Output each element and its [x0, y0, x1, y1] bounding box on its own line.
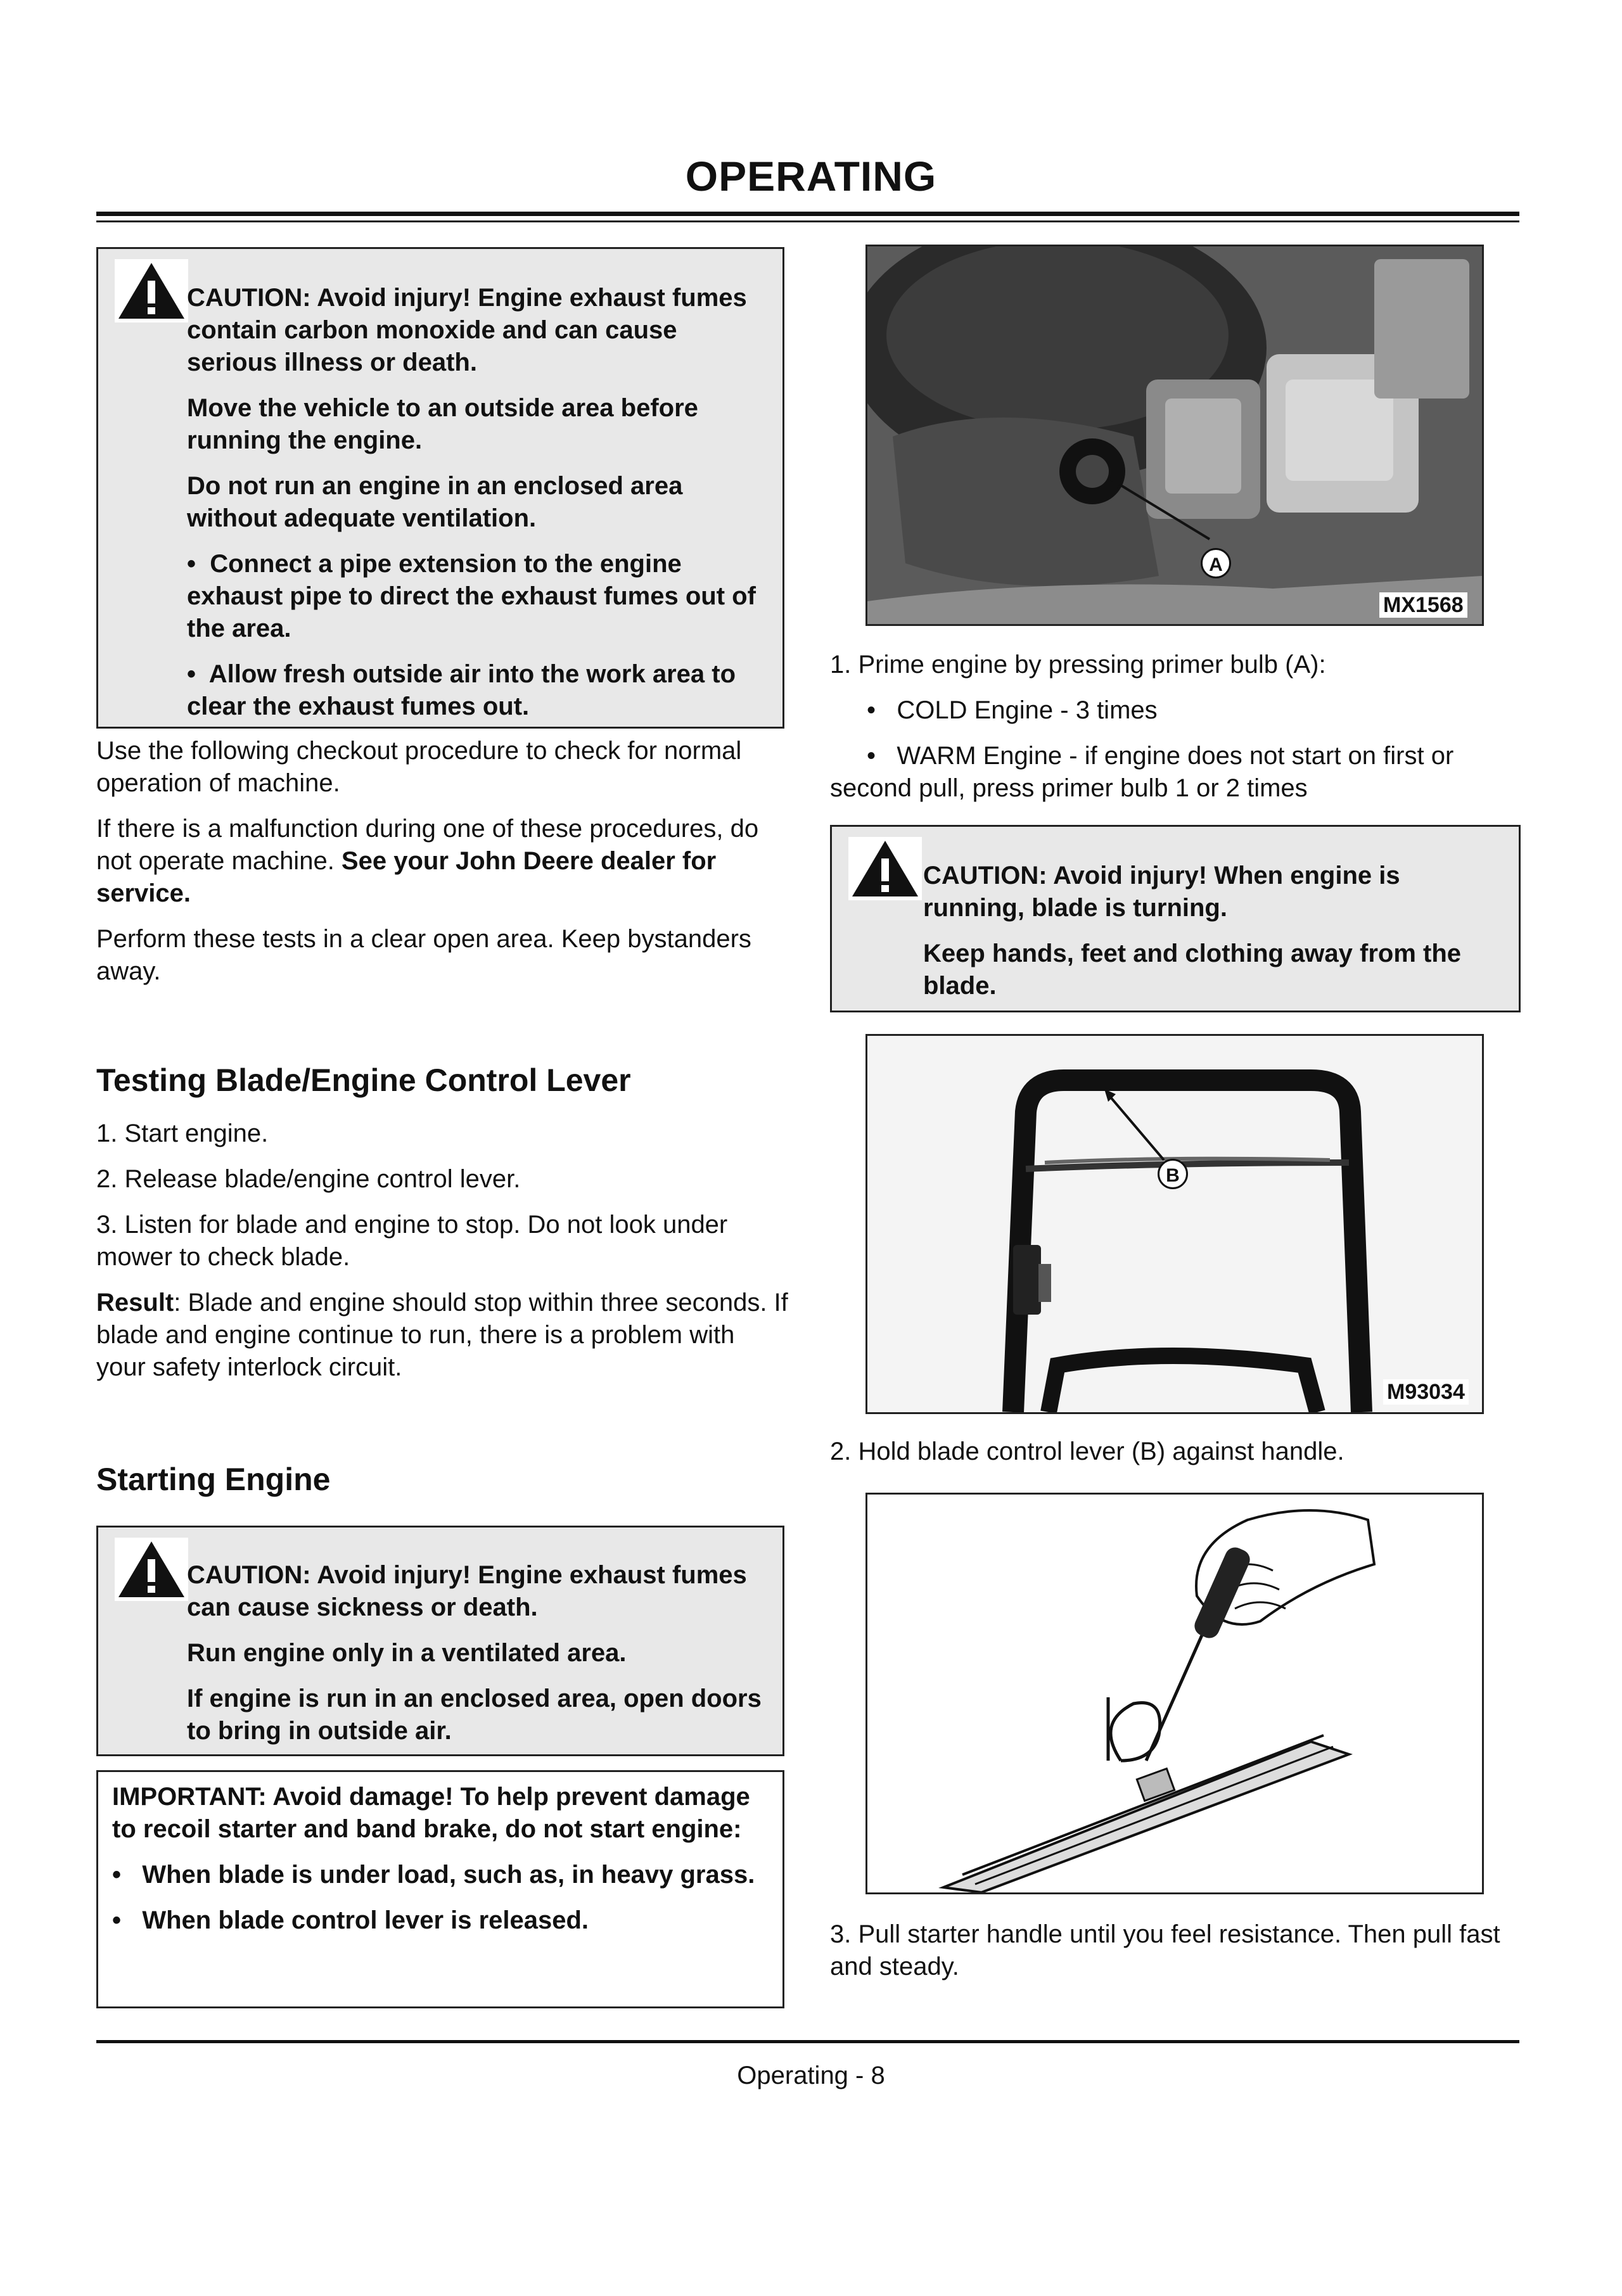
primer-steps	[830, 649, 1521, 818]
step-item: 3. Pull starter handle until you feel resistance. Then pull fast and steady.	[830, 1920, 1500, 1980]
step-item: 2. Hold blade control lever (B) against handle.	[830, 1438, 1344, 1465]
header-rule-thin	[96, 220, 1519, 222]
step-item: 1. Start engine.	[96, 1119, 269, 1147]
result-paragraph: Result: Blade and engine should stop within three seconds. If blade and engine continue to run, there is a problem with your safety interlock circuit.	[96, 1289, 788, 1381]
figure-starter-handle	[865, 1493, 1484, 1894]
step-item: 2. Release blade/engine control lever.	[96, 1165, 521, 1193]
caution-lead: CAUTION: Avoid injury! Engine exhaust fumes contain carbon monoxide and can cause serious illness or death.	[187, 284, 747, 376]
step-item: 3. Listen for blade and engine to stop. Do not look under mower to check blade.	[96, 1211, 728, 1271]
callout-b: B	[1158, 1159, 1188, 1189]
step-item: 1. Prime engine by pressing primer bulb (A):	[830, 651, 1326, 679]
bullet-glyph: •	[867, 696, 876, 724]
bullet-glyph: •	[112, 1861, 122, 1889]
footer-rule	[96, 2040, 1519, 2043]
intro-paragraph: If there is a malfunction during one of these procedures, do not operate machine. See your John Deere dealer for service.	[96, 815, 759, 907]
starter-handle-illustration	[867, 1495, 1482, 1892]
caution-bullet: • Connect a pipe extension to the engine exhaust pipe to direct the exhaust fumes out of the area.	[187, 550, 756, 642]
caution-box-ventilation	[96, 1526, 784, 1756]
intro-text	[96, 735, 791, 1001]
handle-illustration	[867, 1036, 1482, 1412]
figure-code: MX1568	[1379, 592, 1467, 618]
caution-bullet: • Allow fresh outside air into the work area to clear the exhaust fumes out.	[187, 660, 736, 720]
caution-text: Do not run an engine in an enclosed area without adequate ventilation.	[187, 472, 683, 532]
starter-step	[830, 1918, 1521, 1996]
warning-triangle-icon	[115, 259, 188, 322]
caution-box-exhaust	[96, 247, 784, 729]
step-bullet: • WARM Engine - if engine does not start on first or second pull, press primer bulb 1 or 2 times	[830, 742, 1454, 802]
warning-triangle-icon	[848, 837, 922, 900]
caution-text: Move the vehicle to an outside area before running the engine.	[187, 394, 698, 454]
bullet-glyph: •	[112, 1906, 122, 1934]
bullet-glyph: •	[187, 660, 196, 688]
caution-text: If engine is run in an enclosed area, open doors to bring in outside air.	[187, 1685, 762, 1745]
dealer-note: See your John Deere dealer for service.	[96, 847, 717, 907]
caution-lead: CAUTION: Avoid injury! When engine is running, blade is turning.	[923, 862, 1400, 922]
callout-a: A	[1201, 548, 1231, 578]
bullet-glyph: •	[867, 742, 876, 770]
caution-lead: CAUTION: Avoid injury! Engine exhaust fumes can cause sickness or death.	[187, 1561, 747, 1621]
section-heading-testing: Testing Blade/Engine Control Lever	[96, 1062, 631, 1098]
testing-steps	[96, 1118, 791, 1397]
page-number: Operating - 8	[737, 2062, 885, 2089]
important-bullet: • When blade control lever is released.	[112, 1906, 589, 1934]
step-bullet: • COLD Engine - 3 times	[867, 696, 1158, 724]
page-title: OPERATING	[685, 153, 937, 200]
important-lead: IMPORTANT: Avoid damage! To help prevent damage to recoil starter and band brake, do not start engine:	[112, 1783, 750, 1843]
figure-engine-primer	[865, 245, 1484, 626]
caution-text: Run engine only in a ventilated area.	[187, 1639, 627, 1667]
header-rule	[96, 212, 1519, 216]
engine-photo-illustration	[867, 246, 1482, 624]
section-heading-starting: Starting Engine	[96, 1462, 331, 1497]
intro-paragraph: Use the following checkout procedure to check for normal operation of machine.	[96, 737, 742, 797]
important-bullet: • When blade is under load, such as, in heavy grass.	[112, 1861, 755, 1889]
important-box	[96, 1770, 784, 2008]
intro-paragraph: Perform these tests in a clear open area. Keep bystanders away.	[96, 925, 751, 985]
warning-triangle-icon	[115, 1538, 188, 1601]
caution-text: Keep hands, feet and clothing away from the blade.	[923, 940, 1462, 1000]
figure-blade-control-lever	[865, 1034, 1484, 1414]
lever-step	[830, 1436, 1521, 1481]
figure-code: M93034	[1383, 1379, 1469, 1405]
caution-box-blade	[830, 825, 1521, 1012]
bullet-glyph: •	[187, 550, 196, 578]
